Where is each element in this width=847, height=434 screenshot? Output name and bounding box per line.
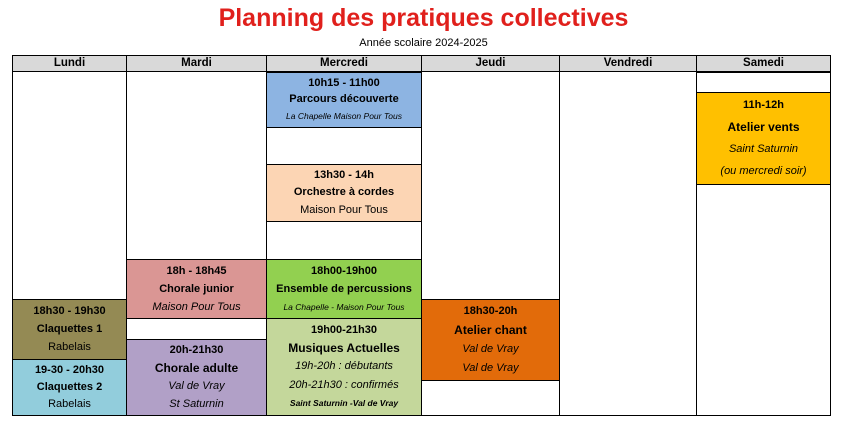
activity-place: Maison Pour Tous bbox=[152, 300, 241, 313]
activity-time: 18h - 18h45 bbox=[166, 264, 227, 277]
activity-claquettes-2 bbox=[12, 359, 127, 416]
activity-name: Chorale adulte bbox=[154, 361, 239, 376]
empty-slot bbox=[266, 221, 422, 260]
activity-name: Parcours découverte bbox=[289, 93, 399, 106]
activity-time: 18h30-20h bbox=[463, 305, 518, 317]
activity-place: Saint Saturnin -Val de Vray bbox=[289, 398, 399, 409]
activity-time: 10h15 - 11h00 bbox=[308, 76, 380, 89]
activity-place-alt: (ou mercredi soir) bbox=[720, 164, 807, 177]
day-header-lundi: Lundi bbox=[12, 55, 127, 72]
activity-place: Val de Vray bbox=[462, 343, 519, 355]
activity-atelier-chant bbox=[421, 299, 560, 381]
page-title: Planning des pratiques collectives bbox=[218, 4, 629, 32]
activity-chorale-junior bbox=[126, 259, 267, 319]
activity-place-alt: St Saturnin bbox=[169, 397, 224, 410]
activity-time: 19h00-21h30 bbox=[310, 323, 378, 336]
activity-time: 11h-12h bbox=[743, 99, 784, 112]
activity-detail-confirmed: 20h-21h30 : confirmés bbox=[289, 378, 399, 391]
day-header-samedi: Samedi bbox=[696, 55, 831, 72]
column-vendredi bbox=[559, 72, 697, 416]
activity-place: La Chapelle - Maison Pour Tous bbox=[283, 301, 405, 312]
activity-orchestre-cordes bbox=[266, 164, 422, 222]
activity-detail-beginners: 19h-20h : débutants bbox=[295, 360, 393, 373]
activity-chorale-adulte bbox=[126, 339, 267, 416]
activity-name: Musiques Actuelles bbox=[288, 341, 400, 356]
activity-claquettes-1 bbox=[12, 299, 127, 360]
empty-slot bbox=[696, 72, 831, 93]
activity-time: 20h-21h30 bbox=[169, 344, 224, 357]
activity-time: 18h00-19h00 bbox=[310, 264, 378, 277]
activity-name: Claquettes 1 bbox=[36, 322, 103, 335]
activity-place: Val de Vray bbox=[168, 379, 225, 392]
activity-name: Orchestre à cordes bbox=[293, 186, 395, 199]
activity-name: Claquettes 2 bbox=[36, 381, 103, 393]
day-header-jeudi: Jeudi bbox=[421, 55, 560, 72]
activity-ensemble-percussions bbox=[266, 259, 422, 319]
empty-slot bbox=[126, 318, 267, 340]
activity-place: Rabelais bbox=[48, 341, 91, 354]
empty-slot bbox=[266, 127, 422, 165]
activity-place-alt: Val de Vray bbox=[462, 362, 519, 374]
activity-place: Saint Saturnin bbox=[728, 142, 799, 155]
activity-name: Atelier chant bbox=[454, 323, 527, 337]
empty-slot bbox=[421, 380, 560, 416]
activity-name: Atelier vents bbox=[727, 120, 800, 135]
day-header-mercredi: Mercredi bbox=[266, 55, 422, 72]
activity-name: Chorale junior bbox=[159, 282, 234, 295]
activity-time: 18h30 - 19h30 bbox=[33, 304, 106, 317]
day-header-vendredi: Vendredi bbox=[559, 55, 697, 72]
activity-musiques-actuelles bbox=[266, 318, 422, 416]
activity-parcours-decouverte bbox=[266, 72, 422, 128]
activity-name: Ensemble de percussions bbox=[276, 282, 412, 295]
activity-place: Rabelais bbox=[48, 398, 91, 410]
activity-place: Maison Pour Tous bbox=[300, 203, 388, 216]
activity-time: 19-30 - 20h30 bbox=[34, 364, 105, 376]
school-year-subtitle: Année scolaire 2024-2025 bbox=[359, 37, 488, 49]
day-header-mardi: Mardi bbox=[126, 55, 267, 72]
activity-atelier-vents bbox=[696, 92, 831, 185]
activity-time: 13h30 - 14h bbox=[314, 169, 374, 182]
activity-place: La Chapelle Maison Pour Tous bbox=[286, 111, 402, 122]
